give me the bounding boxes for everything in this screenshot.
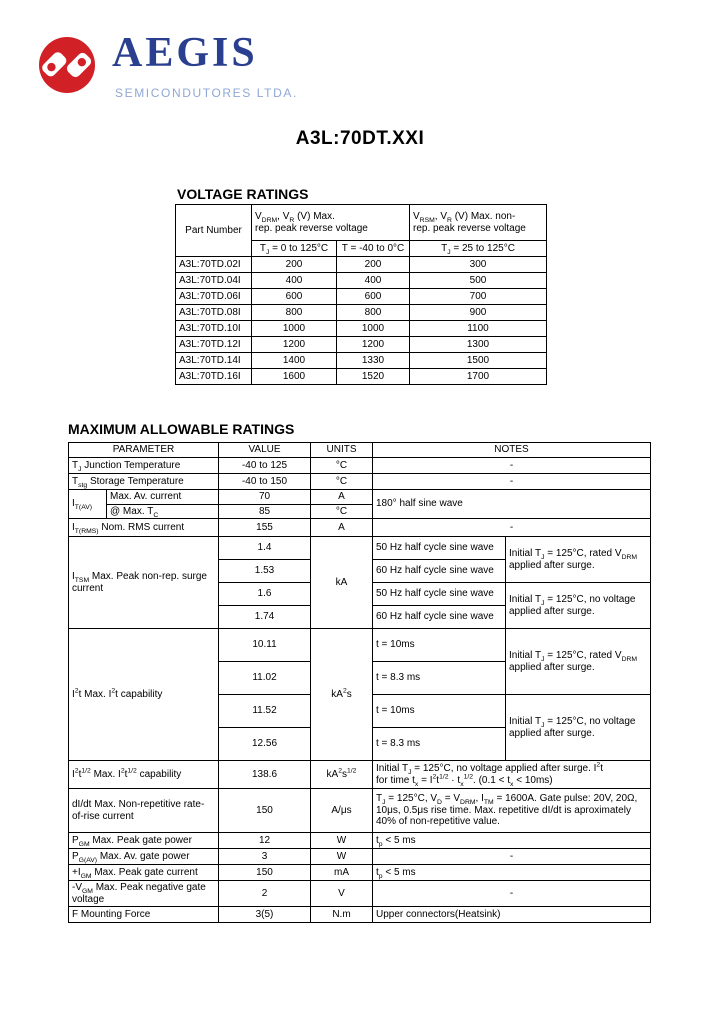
param-cell: $P_{G(AV)}$ Max. Av. gate power	[69, 849, 219, 865]
param-cell: $-V_{GM}$ Max. Peak negative gate voltage	[69, 881, 219, 907]
part-number-cell: A3L:70TD.04I	[176, 273, 252, 289]
page-title: A3L:70DT.XXI	[295, 128, 425, 149]
value-cell: -40 to 125	[219, 458, 311, 474]
col-header-vdrm: $V_{DRM}$, $V_R$ (V) Max. rep. peak reverse voltage	[252, 205, 410, 241]
value-cell: 70	[219, 490, 311, 505]
vdrm-cell: 1000	[252, 321, 337, 337]
param-cell: $I^2t^{1/2}$ Max. $I^2t^{1/2}$ capability	[69, 761, 219, 789]
param-cell: $T_J$ Junction Temperature	[69, 458, 219, 474]
row-average-gate-power	[69, 849, 651, 865]
param-cell: $T_{stg}$ Storage Temperature	[69, 474, 219, 490]
condition-cell: 50 Hz half cycle sine wave	[373, 583, 506, 606]
units-cell: °C	[311, 458, 373, 474]
param-cell: $I^2t$ Max. $I^2t$ capability	[69, 629, 219, 761]
vdrm-cold-cell: 600	[337, 289, 410, 305]
voltage-row	[176, 289, 547, 305]
row-peak-negative-gate-voltage	[69, 881, 651, 907]
value-cell: 11.02	[219, 662, 311, 695]
vdrm-cold-cell: 200	[337, 257, 410, 273]
vdrm-cell: 1600	[252, 369, 337, 385]
value-cell: 10.11	[219, 629, 311, 662]
part-number-cell: A3L:70TD.10I	[176, 321, 252, 337]
part-number-cell: A3L:70TD.02I	[176, 257, 252, 273]
value-cell: 3(5)	[219, 907, 311, 923]
value-cell: 85	[219, 504, 311, 519]
units-cell: kA	[311, 537, 373, 629]
vdrm-cell: 1400	[252, 353, 337, 369]
value-cell: 155	[219, 519, 311, 537]
notes-cell: $t_p < 5$ ms	[373, 865, 651, 881]
units-cell: $kA^2s$	[311, 629, 373, 761]
subheader-tj-0-125: $T_J = 0$ to 125°C	[252, 241, 337, 257]
units-cell: W	[311, 833, 373, 849]
vdrm-cell: 1200	[252, 337, 337, 353]
value-cell: 150	[219, 789, 311, 833]
vrsm-cell: 900	[410, 305, 547, 321]
part-number-cell: A3L:70TD.08I	[176, 305, 252, 321]
value-cell: 12.56	[219, 728, 311, 761]
notes-cell: Upper connectors(Heatsink)	[373, 907, 651, 923]
notes-cell: -	[373, 849, 651, 865]
notes-cell: Initial $T_J = 125^\circ C$, rated $V_{DRM}$ applied after surge.	[506, 629, 651, 695]
part-number-cell: A3L:70TD.12I	[176, 337, 252, 353]
units-cell: °C	[311, 474, 373, 490]
notes-cell: $t_p < 5$ ms	[373, 833, 651, 849]
part-number-cell: A3L:70TD.06I	[176, 289, 252, 305]
row-didt	[69, 789, 651, 833]
value-cell: 1.4	[219, 537, 311, 560]
brand-name: AEGIS	[112, 30, 258, 76]
voltage-row	[176, 321, 547, 337]
part-number-cell: A3L:70TD.16I	[176, 369, 252, 385]
header-value: VALUE	[219, 443, 311, 458]
param-cell: dI/dt Max. Non-repetitive rate-of-rise current	[69, 789, 219, 833]
header-units: UNITS	[311, 443, 373, 458]
units-cell: $kA^2s^{1/2}$	[311, 761, 373, 789]
row-i2t-1	[69, 629, 651, 662]
header-notes: NOTES	[373, 443, 651, 458]
units-cell: mA	[311, 865, 373, 881]
param-sub-cell: Max. Av. current	[107, 490, 219, 505]
value-cell: 150	[219, 865, 311, 881]
param-cell: $I_{TSM}$ Max. Peak non-rep. surge current	[69, 537, 219, 629]
notes-cell: $T_J = 125^\circ C$, $V_D = V_{DRM}$, $I_{TM} = 1600A$. Gate pulse: 20V, 20Ω, 10μs, 0.5μs rise time. Max. repetitive dI/dt is aproximately 40% of non-repetitive value.	[373, 789, 651, 833]
condition-cell: t = 10ms	[373, 695, 506, 728]
row-peak-gate-power	[69, 833, 651, 849]
voltage-ratings-table	[175, 204, 547, 385]
vrsm-cell: 1500	[410, 353, 547, 369]
param-cell: $I_{T(AV)}$	[69, 490, 107, 519]
row-i2t-sqrt-capability	[69, 761, 651, 789]
value-cell: 1.74	[219, 606, 311, 629]
row-surge-current-1	[69, 537, 651, 560]
subheader-t-m40-0: T = -40 to 0°C	[337, 241, 410, 257]
col-header-vrsm: $V_{RSM}$, $V_R$ (V) Max. non- rep. peak reverse voltage	[410, 205, 547, 241]
notes-cell: Initial $T_J = 125^\circ C$, no voltage applied after surge.	[506, 695, 651, 761]
notes-cell: Initial $T_J = 125^\circ C$, no voltage applied after surge. $I^2t$ for time $t_x = I^2t^{1/2} \cdot t_x^{1/2}$. $(0.1 < t_x < 10ms)$	[373, 761, 651, 789]
voltage-ratings-heading: VOLTAGE RATINGS	[177, 186, 309, 202]
voltage-row	[176, 353, 547, 369]
voltage-row	[176, 273, 547, 289]
maximum-allowable-ratings-heading: MAXIMUM ALLOWABLE RATINGS	[68, 421, 295, 437]
units-cell: N.m	[311, 907, 373, 923]
voltage-row	[176, 257, 547, 273]
row-mounting-force	[69, 907, 651, 923]
vrsm-cell: 700	[410, 289, 547, 305]
units-cell: °C	[311, 504, 373, 519]
vdrm-cold-cell: 1330	[337, 353, 410, 369]
condition-cell: 60 Hz half cycle sine wave	[373, 606, 506, 629]
value-cell: 12	[219, 833, 311, 849]
vdrm-cell: 600	[252, 289, 337, 305]
vrsm-cell: 1700	[410, 369, 547, 385]
condition-cell: 50 Hz half cycle sine wave	[373, 537, 506, 560]
units-cell: A	[311, 519, 373, 537]
notes-cell: -	[373, 458, 651, 474]
part-number-cell: A3L:70TD.14I	[176, 353, 252, 369]
param-cell: F Mounting Force	[69, 907, 219, 923]
header-parameter: PARAMETER	[69, 443, 219, 458]
param-cell: $+I_{GM}$ Max. Peak gate current	[69, 865, 219, 881]
vrsm-cell: 1300	[410, 337, 547, 353]
param-sub-cell: @ Max. $T_C$	[107, 504, 219, 519]
vdrm-cold-cell: 800	[337, 305, 410, 321]
vdrm-cell: 400	[252, 273, 337, 289]
value-cell: 2	[219, 881, 311, 907]
maximum-allowable-ratings-table	[68, 442, 651, 923]
condition-cell: t = 8.3 ms	[373, 728, 506, 761]
value-cell: 11.52	[219, 695, 311, 728]
vdrm-cell: 800	[252, 305, 337, 321]
aegis-logo-icon	[38, 36, 96, 94]
vrsm-cell: 300	[410, 257, 547, 273]
voltage-row	[176, 305, 547, 321]
units-cell: A/μs	[311, 789, 373, 833]
units-cell: W	[311, 849, 373, 865]
row-peak-gate-current	[69, 865, 651, 881]
notes-cell: Initial $T_J = 125^\circ C$, rated $V_{DRM}$ applied after surge.	[506, 537, 651, 583]
notes-cell: 180° half sine wave	[373, 490, 651, 519]
value-cell: 3	[219, 849, 311, 865]
value-cell: 1.53	[219, 560, 311, 583]
notes-cell: -	[373, 474, 651, 490]
voltage-row	[176, 369, 547, 385]
units-cell: V	[311, 881, 373, 907]
units-cell: A	[311, 490, 373, 505]
vdrm-cold-cell: 400	[337, 273, 410, 289]
condition-cell: t = 10ms	[373, 629, 506, 662]
subheader-tj-25-125: $T_J = 25$ to 125°C	[410, 241, 547, 257]
brand-subtitle: SEMICONDUTORES LTDA.	[115, 86, 298, 100]
row-average-current-max	[69, 490, 651, 505]
value-cell: -40 to 150	[219, 474, 311, 490]
col-header-part-number: Part Number	[176, 205, 252, 257]
vdrm-cell: 200	[252, 257, 337, 273]
notes-cell: -	[373, 881, 651, 907]
value-cell: 138.6	[219, 761, 311, 789]
param-cell: $P_{GM}$ Max. Peak gate power	[69, 833, 219, 849]
vdrm-cold-cell: 1000	[337, 321, 410, 337]
vdrm-cold-cell: 1520	[337, 369, 410, 385]
param-cell: $I_{T(RMS)}$ Nom. RMS current	[69, 519, 219, 537]
row-junction-temperature	[69, 458, 651, 474]
condition-cell: 60 Hz half cycle sine wave	[373, 560, 506, 583]
vdrm-cold-cell: 1200	[337, 337, 410, 353]
vrsm-cell: 500	[410, 273, 547, 289]
value-cell: 1.6	[219, 583, 311, 606]
condition-cell: t = 8.3 ms	[373, 662, 506, 695]
notes-cell: Initial $T_J = 125^\circ C$, no voltage applied after surge.	[506, 583, 651, 629]
voltage-header-row	[176, 205, 547, 241]
row-rms-current	[69, 519, 651, 537]
vrsm-cell: 1100	[410, 321, 547, 337]
notes-cell: -	[373, 519, 651, 537]
voltage-row	[176, 337, 547, 353]
mar-header-row	[69, 443, 651, 458]
row-storage-temperature	[69, 474, 651, 490]
